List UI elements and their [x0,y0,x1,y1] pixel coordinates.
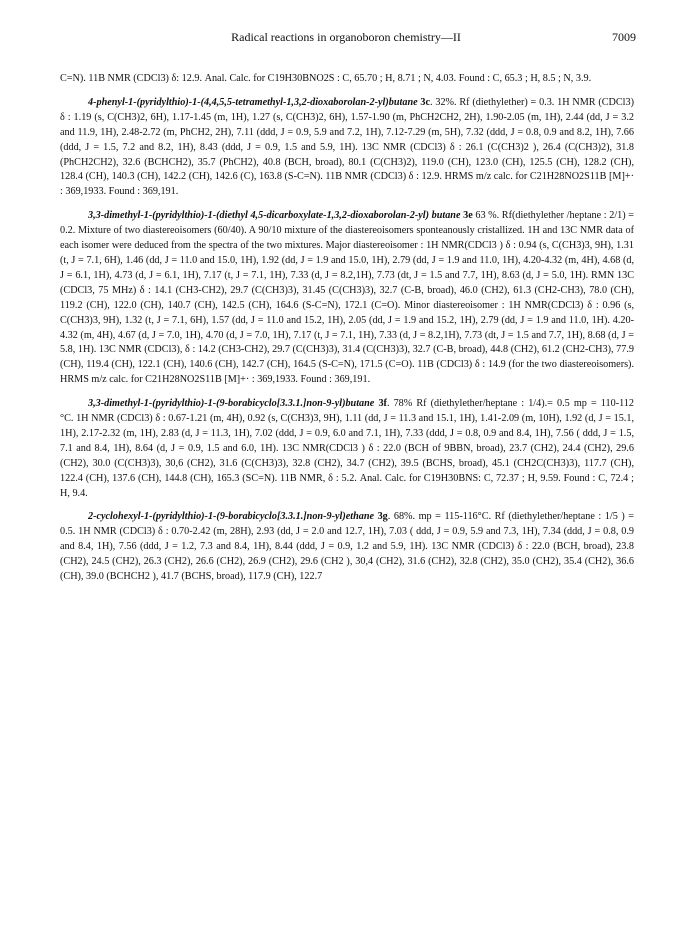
paragraph-text: . 68%. mp = 115-116°C. Rf (diethylether/heptane : 1/5 ) = 0.5. 1H NMR (CDCl3) δ : 0.70-2.42 (m, 28H), 2.93 (dd, J = 2.0 and 12.7, 1H), 7.03 ( ddd, J = 0.9, 5.9 and 7.3, 1H), 7.34 (ddd, J = 0.8, 0.9 and 8.4, 1H), 7.56 (ddd, J = 1.2, 7.3 and 8.4, 1H), 8.44 (ddd, J = 0.9, 1.2 and 5.9, 1H). 13C NMR (CDCl3) δ : 22.0 (BCH, broad), 23.8 (CH2), 24.5 (CH2), 26.3 (CH2), 26.6 (CH2), 26.9 (CH2), 29.6 (CH2 ), 30,4 (CH2), 31.6 (CH2), 32.8 (CH2), 35.0 (CH2), 35.4 (CH2), 36.6 (CH), 39.0 (BCHCH2 ), 41.7 (BCHS, broad), 117.9 (CH), 122.7 [60,511,635,583]
compound-label: 3f [374,398,387,410]
page-number: 7009 [612,30,636,44]
compound-name: 3,3-dimethyl-1-(pyridylthio)-1-(diethyl 4,5-dicarboxylate-1,3,2-dioxaborolan-2-yl) butane [88,210,461,222]
paragraph-text: . 32%. Rf (diethylether) = 0.3. 1H NMR (CDCl3) δ : 1.19 (s, C(CH3)2, 6H), 1.17-1.45 (m, 1H), 1.27 (s, C(CH3)2, 6H), 1.57-1.90 (m, PhCH2CH2, 2H), 1.90-2.05 (m, 1H), 2.44 (dd, J = 3.2 and 11.9, 1H), 2.48-2.72 (m, PhCH2, 2H), 7.11 (ddd, J = 0.9, 5.9 and 7.2, 1H), 7.12-7.29 (m, 5H), 7.32 (ddd, J = 0.8, 0.9 and 8.2, 1H), 7.66 (ddd, J = 1.5, 7.2 and 8.2, 1H), 8.43 (ddd, J = 0.9, 1.5 and 5.9, 1H). 13C NMR (CDCl3) δ : 26.1 (C(CH3)2 ), 26.4 (C(CH3)2), 31.8 (PhCH2CH2), 32.6 (BCHCH2), 35.7 (PhCH2), 40.8 (BCH, broad), 80.1 (C(CH3)2), 119.0 (CH), 123.0 (CH), 125.5 (CH), 128.2 (CH), 128.4 (CH), 140.3 (CH), 142.2 (CH), 142.6 (C), 163.8 (S-C=N). 11B NMR (CDCl3) δ : 12.9. HRMS m/z calc. for C21H28NO2S11B [M]+· : 369,1933. Found : 369,191. [60,96,634,198]
paragraph-compound-3c [60,96,634,200]
running-header [56,30,636,45]
compound-label: 3c [417,96,431,108]
compound-name: 4-phenyl-1-(pyridylthio)-1-(4,4,5,5-tetramethyl-1,3,2-dioxaborolan-2-yl)butane [88,96,418,108]
running-title: Radical reactions in organoboron chemistry—II [231,30,461,44]
compound-name: 3,3-dimethyl-1-(pyridylthio)-1-(9-borabicyclo[3.3.1.]non-9-yl)butane [88,398,375,410]
paragraph-text: . 78% Rf (diethylether/heptane : 1/4).= 0.5 mp = 110-112 °C. 1H NMR (CDCl3) δ : 0.67-1.21 (m, 4H), 0.92 (s, C(CH3)3, 9H), 1.11 (dd, J = 11.3 and 15.1, 1H), 1.41-2.09 (m, 10H), 1.92 (d, J = 15.1, 1H), 2.17-2.32 (m, 1H), 2.83 (d, J = 11.3, 1H), 7.02 (ddd, J = 0.9, 6.0 and 7.1, 1H), 7.33 (ddd, J = 0.8, 0.9 and 8.4, 1H), 7.56 ( ddd, J = 1.5, 7.1 and 8.4, 1H), 8.64 (d, J = 0.9, 1.5 and 6.0, 1H). 13C NMR(CDCl3 ) δ : 22.0 (BCH of 9BBN, broad), 23.7 (CH2), 24.4 (CH2), 29.6 (CH2), 30.0 (C(CH3)3), 30,6 (CH2), 31.6 (C(CH3)3), 32.8 (CH2), 34.7 (CH2), 39.5 (BCHS, broad), 45.1 (CH2C(CH3)3), 117.7 (CH), 122.4 (CH), 137.6 (CH), 144.8 (CH), 165.3 (SC=N). 11B NMR, δ : 5.2. Anal. Calc. for C19H30BNS: C, 72.37 ; H, 9.59. Found : C, 72.4 ; H, 9.4. [60,398,634,499]
paragraph-compound-3g [60,510,634,585]
paragraph-c-n-continuation: C=N). 11B NMR (CDCl3) δ: 12.9. Anal. Calc. for C19H30BNO2S : C, 65.70 ; H, 8.71 ; N, 4.03. Found : C, 65.3 ; H, 8.5 ; N, 3.9. [60,73,592,84]
compound-label: 3g [374,511,388,523]
paragraph-compound-3f [60,397,634,501]
compound-name: 2-cyclohexyl-1-(pyridylthio)-1-(9-borabicyclo[3.3.1.]non-9-yl)ethane [88,511,375,523]
compound-label: 3e [460,210,473,222]
paragraph-text: 63 %. Rf(diethylether /heptane : 2/1) = 0.2. Mixture of two diastereoisomers (60/40). A 90/10 mixture of the diastereoisomers sponteanously cristallized. 1H and 13C NMR data of each isomer were deduced from the spectra of the two mixtures. Major diastereoisomer : 1H NMR(CDCl3 ) δ : 0.94 (s, C(CH3)3, 9H), 1.31 (t, J = 7.1, 6H), 1.46 (dd, J = 11.0 and 15.0, 1H), 1.92 (dd, J = 1.9 and 15.0, 1H), 2.79 (dd, J = 1.9 and 11.0, 1H), 4.20-4.32 (m, 4H), 4.68 (d, J = 6.1, 1H), 4.73 (d, J = 6.1, 1H), 7.17 (t, J = 7.1, 1H), 7.33 (d, J = 8.2,1H), 7.73 (dt, J = 1.5 and 7.7, 1H), 8.63 (d, J = 5.0, 1H). RMN 13C (CDCl3, 75 MHz) δ : 14.1 (CH3-CH2), 29.7 (C(CH3)3), 31.45 (C(CH3)3), 32.7 (C-B, broad), 46.0 (CH2), 61.3 (CH2-CH3), 78.0 (CH), 119.2 (CH), 122.0 (CH), 140.7 (CH), 142.5 (CH), 164.6 (S-C=N), 172.1 (C=O). Minor diastereoisomer : 1H NMR(CDCl3) δ : 0.96 (s, C(CH3)3, 9H), 1.32 (t, J = 7.1, 6H), 1.57 (dd, J = 11.0 and 15.2, 1H), 2.05 (dd, J = 1.9 and 15.2, 1H), 2.79 (dd, J = 1.9 and 11.0, 1H). 4.20-4.32 (m, 4H), 4.67 (d, J = 7.0, 1H), 4.70 (d, J = 7.0, 1H), 7.17 (t, J = 7.1, 1H), 7.33 (d, J = 8.2,1H), 7.73 (dt, J = 1.5 and 7.7, 1H), 8.68 (d, J = 5.8, 1H). 13C NMR (CDCl3), δ : 14.2 (CH3-CH2), 29.7 (C(CH3)3), 31.4 (C(CH3)3), 32.7 (C-B, broad), 44.8 (CH2), 61.2 (CH2-CH3), 77.9 (CH), 119.4 (CH), 122.1 (CH), 140.6 (CH), 142.7 (CH), 164.5 (S-C=N), 171.5 (C=O). 11B (CDCl3) δ : 14.9 (for the two diastereoisomers). HRMS m/z calc. for C21H28NO2S11B [M]+· : 369,1933. Found : 369,191. [60,210,634,386]
body-text [60,72,634,585]
paragraph-compound-3e [60,209,634,388]
